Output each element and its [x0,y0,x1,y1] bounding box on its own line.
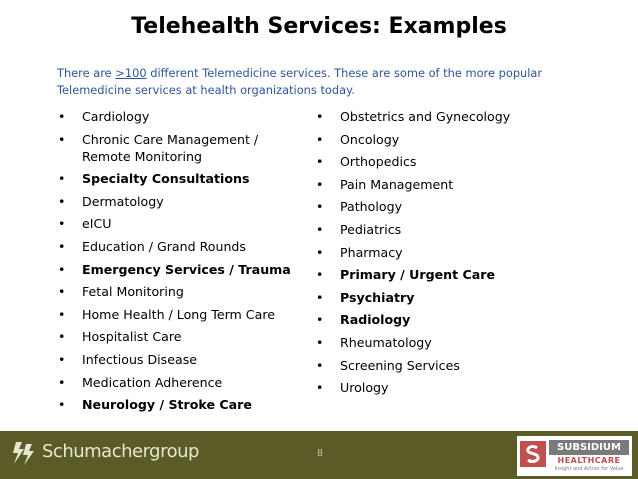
bullet-icon: • [316,289,324,305]
bullet-icon: • [58,374,66,390]
service-list-item [56,306,301,323]
bullet-icon: • [58,284,66,300]
service-list-item [56,374,301,391]
bullet-icon: • [316,199,324,215]
bullet-icon: • [316,380,324,396]
service-label: Pain Management [340,176,454,192]
bullet-icon: • [316,267,324,283]
left-service-list [56,108,301,419]
service-label: Cardiology [82,109,150,124]
service-list-item [56,131,301,165]
service-list-item [56,238,301,255]
service-label: Chronic Care Management / Remote Monitoring [82,131,259,164]
bullet-icon: • [316,154,324,170]
service-label: eICU [82,216,112,232]
service-list-item [314,131,559,148]
subsidium-logo [517,436,632,476]
service-label: Infectious Disease [82,351,198,367]
intro-highlight: >100 [115,66,147,80]
service-list-item [314,357,559,374]
service-label: Pharmacy [340,244,403,260]
bullet-icon: • [58,261,66,277]
service-list-item [56,261,301,278]
service-list-item [314,289,559,306]
service-list-item [56,215,301,232]
bullet-icon: • [58,329,66,345]
service-list-item [56,170,301,187]
bullet-icon: • [316,357,324,373]
service-label: Rheumatology [340,334,432,350]
partner-logo-tagline: Insight and Action for Value [554,466,624,472]
service-label: Pediatrics [340,221,402,237]
service-list-item [314,221,559,238]
bullet-icon: • [58,109,66,124]
service-list-item [314,379,559,396]
service-label: Urology [340,380,389,396]
page-number: 8 [317,449,323,459]
service-list-item [314,334,559,351]
bullet-icon: • [316,131,324,147]
service-label: Primary / Urgent Care [340,267,496,283]
bullet-icon: • [58,131,66,147]
intro-before: There are [57,66,116,80]
bullet-icon: • [58,216,66,232]
service-label: Orthopedics [340,154,417,170]
service-label: Medication Adherence [82,374,223,390]
footer-brand-name: Schumachergroup [42,441,199,462]
bullet-icon: • [316,221,324,237]
service-label: Education / Grand Rounds [82,238,246,254]
service-label: Hospitalist Care [82,329,182,345]
intro-after: different Telemedicine services. These are some of the more popular Telemedicine services at health organizations today. [57,66,543,97]
right-service-list [314,108,559,402]
bullet-icon: • [58,238,66,254]
service-label: Radiology [340,312,411,328]
bullet-icon: • [58,193,66,209]
service-list-item [56,396,301,413]
service-label: Neurology / Stroke Care [82,397,252,413]
service-list-item [314,198,559,215]
service-list-item [314,176,559,193]
service-list-item [56,283,301,300]
service-list-item [314,311,559,328]
slide-title: Telehealth Services: Examples [131,14,507,39]
bullet-icon: • [316,176,324,192]
service-label: Dermatology [82,193,164,209]
schumacher-logo-icon [12,440,36,466]
intro-text [57,65,597,99]
bullet-icon: • [316,334,324,350]
service-label: Screening Services [340,357,460,373]
service-list-item [314,153,559,170]
partner-logo-sub: HEALTHCARE [557,456,621,465]
subsidium-mark-icon [520,441,546,467]
bullet-icon: • [316,312,324,328]
service-list-item [56,108,301,125]
bullet-icon: • [58,351,66,367]
service-label: Specialty Consultations [82,171,250,187]
bullet-icon: • [316,109,324,124]
service-label: Fetal Monitoring [82,284,184,300]
service-list-item [314,108,559,125]
service-list-item [314,266,559,283]
bullet-icon: • [58,397,66,413]
service-label: Obstetrics and Gynecology [340,109,511,124]
service-label: Emergency Services / Trauma [82,261,291,277]
service-label: Pathology [340,199,403,215]
bullet-icon: • [58,171,66,187]
service-label: Home Health / Long Term Care [82,306,275,322]
service-list-item [56,328,301,345]
service-list-item [56,193,301,210]
service-label: Psychiatry [340,289,415,305]
bullet-icon: • [316,244,324,260]
service-label: Oncology [340,131,400,147]
service-list-item [314,244,559,261]
partner-logo-name: SUBSIDIUM [549,440,629,455]
service-list-item [56,351,301,368]
bullet-icon: • [58,306,66,322]
